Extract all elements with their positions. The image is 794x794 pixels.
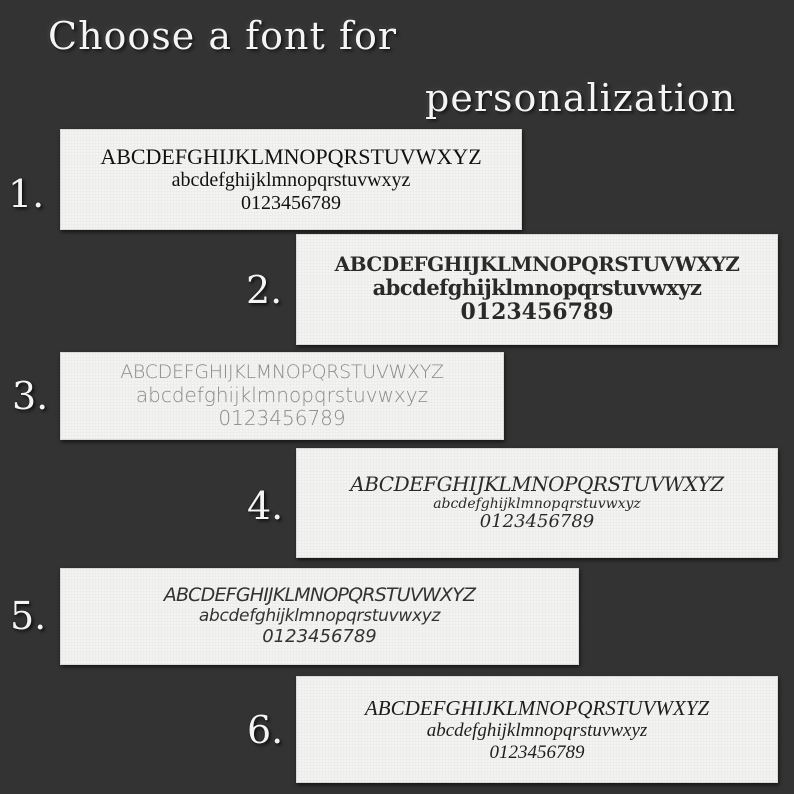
digits-sample: 0123456789	[241, 192, 341, 215]
font-sample-card-5[interactable]	[60, 568, 579, 665]
digits-sample: 0123456789	[262, 625, 377, 647]
uppercase-sample: ABCDEFGHIJKLMNOPQRSTUVWXYZ	[350, 472, 724, 497]
lowercase-sample: abcdefghijklmnopqrstuvwxyz	[135, 382, 429, 407]
lowercase-sample: abcdefghijklmnopqrstuvwxyz	[426, 719, 648, 741]
font-option-number-1: 1.	[8, 172, 45, 216]
uppercase-sample: ABCDEFGHIJKLMNOPQRSTUVWXYZ	[364, 695, 710, 720]
font-sample-card-6[interactable]	[296, 676, 778, 783]
font-option-number-3: 3.	[12, 374, 49, 418]
font-sample-card-3[interactable]	[60, 352, 504, 440]
lowercase-sample: abcdefghijklmnopqrstuvwxyz	[171, 169, 411, 192]
font-sample-card-4[interactable]	[296, 448, 778, 558]
lowercase-sample: abcdefghijklmnopqrstuvwxyz	[372, 275, 702, 301]
digits-sample: 0123456789	[460, 299, 614, 326]
lowercase-sample: abcdefghijklmnopqrstuvwxyz	[433, 496, 641, 513]
uppercase-sample: ABCDEFGHIJKLMNOPQRSTUVWXYZ	[100, 143, 482, 169]
font-option-number-5: 5.	[10, 594, 47, 638]
digits-sample: 0123456789	[218, 405, 346, 430]
uppercase-sample: ABCDEFGHIJKLMNOPQRSTUVWXYZ	[163, 584, 476, 607]
page-title-line1: Choose a font for	[48, 14, 397, 58]
font-option-number-4: 4.	[247, 484, 284, 528]
font-sample-card-2[interactable]	[296, 234, 778, 345]
uppercase-sample: ABCDEFGHIJKLMNOPQRSTUVWXYZ	[120, 361, 444, 384]
page-title-line2: personalization	[425, 76, 737, 120]
font-option-number-2: 2.	[246, 268, 283, 312]
font-option-number-6: 6.	[247, 708, 284, 752]
font-sample-card-1[interactable]	[60, 129, 522, 230]
digits-sample: 0123456789	[489, 741, 585, 763]
uppercase-sample: ABCDEFGHIJKLMNOPQRSTUVWXYZ	[334, 252, 740, 277]
lowercase-sample: abcdefghijklmnopqrstuvwxyz	[198, 606, 441, 627]
digits-sample: 0123456789	[479, 511, 595, 533]
